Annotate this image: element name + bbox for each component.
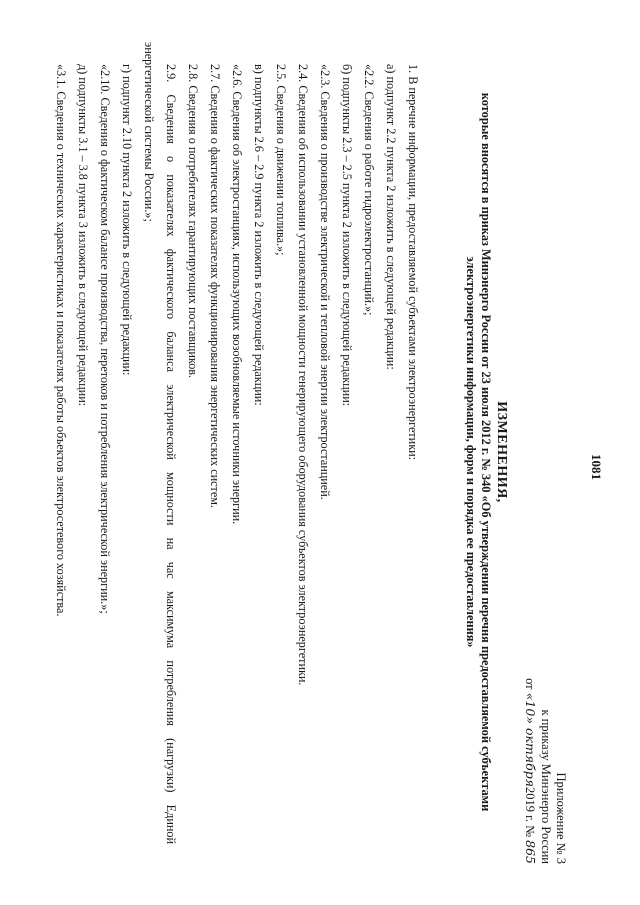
body-line: «2.2. Сведения о работе гидроэлектростанций.»; bbox=[362, 64, 376, 316]
body-line: 2.8. Сведения о потребителях гарантирующих поставщиков. bbox=[186, 64, 200, 379]
body-line: в) подпункты 2.6 – 2.9 пункта 2 изложить в следующей редакции: bbox=[252, 64, 266, 406]
document-heading bbox=[463, 22, 509, 882]
annex-number-handwritten: 865 bbox=[523, 840, 538, 864]
body-line: «3.1. Сведения о технических характеристиках и показателях работы объектов электросетевого хозяйства. bbox=[54, 64, 68, 617]
annex-line-3 bbox=[522, 634, 538, 864]
body-line: б) подпункты 2.3 – 2.5 пункта 2 изложить в следующей редакции: bbox=[340, 64, 354, 407]
annex-line-2: к приказу Минэнерго России bbox=[539, 709, 553, 864]
body-line: а) подпункт 2.2 пункта 2 изложить в следующей редакции: bbox=[384, 64, 398, 370]
body-line: 1. В перечне информации, предоставляемой субъектами электроэнергетики: bbox=[406, 64, 420, 461]
body-line: «2.3. Сведения о производстве электрической и тепловой энергии электростанцией. bbox=[318, 64, 332, 500]
page-number: 1081 bbox=[589, 454, 604, 480]
annex-date-handwritten: «10» октября bbox=[523, 692, 538, 787]
annex-year: 2019 г. № bbox=[523, 786, 537, 838]
body-line: д) подпункты 3.1 – 3.8 пункта 3 изложить в следующей редакции: bbox=[76, 64, 90, 407]
heading-title: ИЗМЕНЕНИЯ, bbox=[494, 401, 509, 503]
body-line: «2.10. Сведения о фактическом балансе производства, перетоков и потребления электрической энергии.»; bbox=[98, 64, 112, 614]
rotated-document-page bbox=[10, 22, 610, 882]
body-line: 2.9. Сведения о показателях фактического баланса электрической мощности на час максимума потребления (нагрузки) Единой bbox=[164, 64, 178, 844]
body-line: г) подпункт 2.10 пункта 2 изложить в следующей редакции: bbox=[120, 64, 134, 376]
heading-line-3: электроэнергетики информации, форм и порядка ее предоставления» bbox=[464, 256, 478, 648]
heading-line-2: которые вносятся в приказ Минэнерго России от 23 июля 2012 г. № 340 «Об утверждении перечня предоставляемой субъектами bbox=[479, 92, 493, 812]
body-line: 2.4. Сведения об использовании установленной мощности генерирующего оборудования субъектов электроэнергетики. bbox=[296, 64, 310, 686]
body-line: 2.5. Сведения о движении топлива.»; bbox=[274, 64, 288, 256]
body-line: «2.6. Сведения об электростанциях, использующих возобновляемые источники энергии. bbox=[230, 64, 244, 525]
annex-line-1: Приложение № 3 bbox=[554, 772, 568, 864]
body-line: 2.7. Сведения о фактических показателях функционирования энергетических систем. bbox=[208, 64, 222, 509]
body-line: энергетической системы России.»; bbox=[142, 42, 156, 222]
annex-block bbox=[522, 634, 568, 864]
annex-date-prefix: от bbox=[523, 678, 537, 690]
